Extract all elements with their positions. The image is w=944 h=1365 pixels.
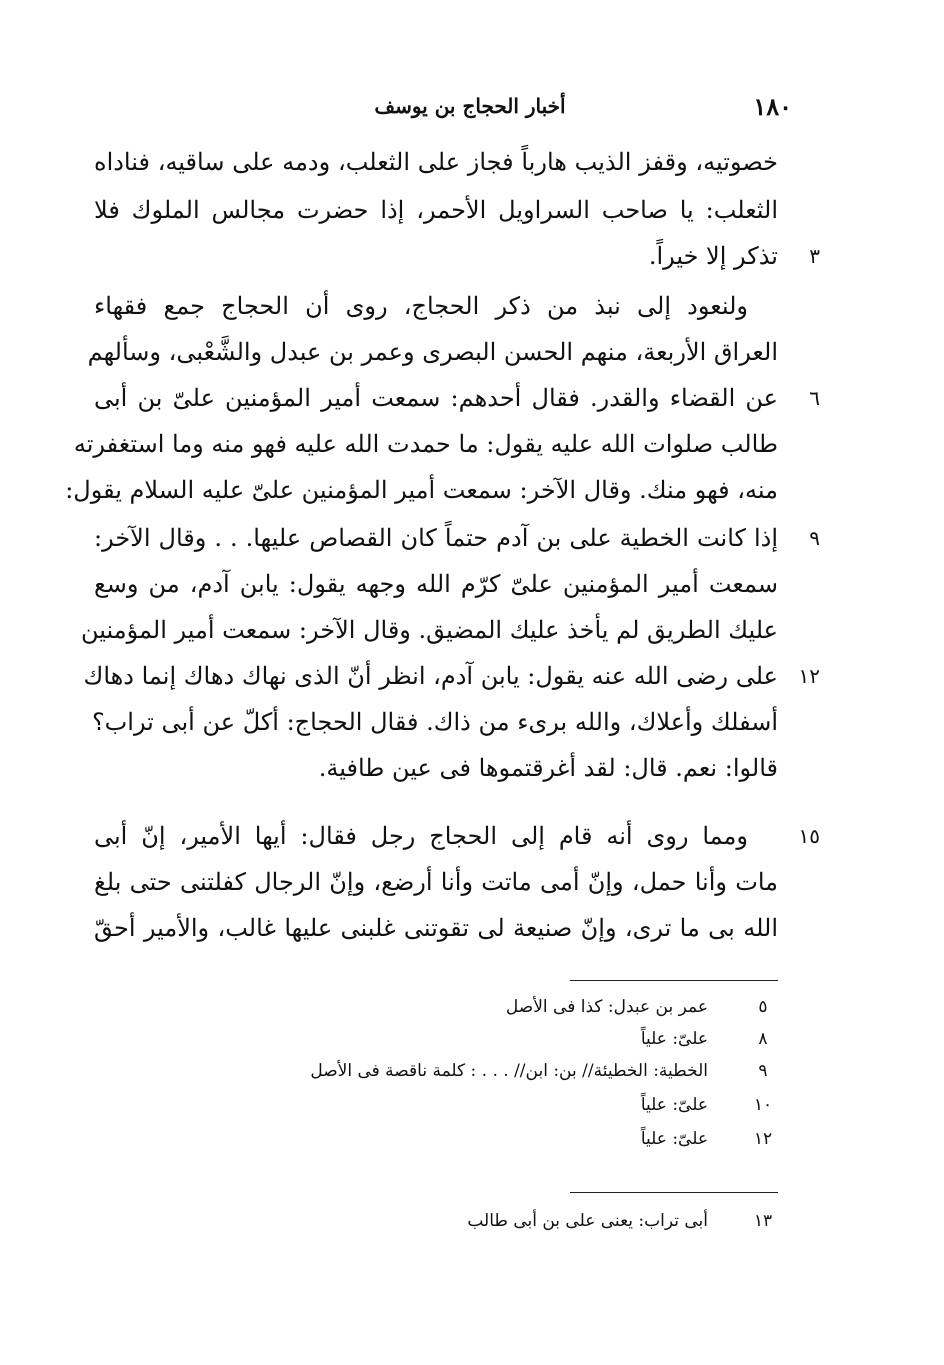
footnote-separator xyxy=(570,980,778,981)
text-line: طالب صلوات الله عليه يقول: ما حمدت الله عليه فهو منه وما استغفرته xyxy=(73,430,778,458)
footnote-text: علىّ: علياً xyxy=(640,1029,708,1049)
footnote-number: ٩ xyxy=(758,1061,768,1081)
text-line: خصوتيه، وقفز الذيب هارباً فجاز على الثعلب، ودمه على ساقيه، فناداه xyxy=(94,148,778,176)
running-title: أخبار الحجاج بن يوسف xyxy=(374,94,566,118)
line-number: ١٥ xyxy=(798,824,820,848)
footnote-text: عمر بن عبدل: كذا فى الأصل xyxy=(505,997,708,1017)
footnote xyxy=(200,1090,780,1120)
text-line: إذا كانت الخطية على بن آدم حتماً كان القصاص عليها. . . وقال الآخر: xyxy=(94,524,778,552)
text-line: الثعلب: يا صاحب السراويل الأحمر، إذا حضرت مجالس الملوك فلا xyxy=(94,196,778,224)
line-number: ٩ xyxy=(809,526,820,550)
footnote-number: ١٠ xyxy=(753,1095,773,1115)
text-line: عن القضاء والقدر. فقال أحدهم: سمعت أمير المؤمنين علىّ بن أبى xyxy=(94,384,778,412)
text-line: قالوا: نعم. قال: لقد أغرقتموها فى عين طافية. xyxy=(318,754,778,782)
footnote-separator-2 xyxy=(570,1192,778,1193)
line-number: ١٢ xyxy=(798,664,820,688)
text-line: سمعت أمير المؤمنين علىّ كرّم الله وجهه يقول: يابن آدم، من وسع xyxy=(94,570,778,598)
text-line: مات وأنا حمل، وإنّ أمى ماتت وأنا أرضع، وإنّ الرجال كفلتنى حتى بلغ xyxy=(94,868,778,896)
footnote-number: ٥ xyxy=(758,997,768,1017)
footnote xyxy=(200,1056,780,1086)
line-number: ٣ xyxy=(809,244,820,268)
text-line: عليك الطريق لم يأخذ عليك المضيق. وقال الآخر: سمعت أمير المؤمنين xyxy=(81,616,778,644)
page-header xyxy=(120,92,792,126)
footnote xyxy=(200,1124,780,1154)
footnote-number: ١٢ xyxy=(753,1129,773,1149)
line-number: ٦ xyxy=(809,386,820,410)
text-line: ومما روى أنه قام إلى الحجاج رجل فقال: أيها الأمير، إنّ أبى xyxy=(94,822,748,850)
text-line: تذكر إلا خيراً. xyxy=(648,242,778,270)
footnote xyxy=(200,1024,780,1054)
footnote-text: علىّ: علياً xyxy=(640,1129,708,1149)
text-line: ولنعود إلى نبذ من ذكر الحجاج، روى أن الحجاج جمع فقهاء xyxy=(94,292,748,320)
footnote xyxy=(200,1206,780,1236)
footnote-text: الخطية: الخطيئة// بن: ابن// . . . : كلمة ناقصة فى الأصل xyxy=(310,1061,708,1081)
footnote-text: علىّ: علياً xyxy=(640,1095,708,1115)
page-number: ١٨٠ xyxy=(753,92,792,121)
text-line: منه، فهو منك. وقال الآخر: سمعت أمير المؤمنين علىّ عليه السلام يقول: xyxy=(65,476,778,504)
text-line: على رضى الله عنه يقول: يابن آدم، انظر أنّ الذى نهاك دهاك إنما دهاك xyxy=(83,662,778,690)
footnote-text: أبى تراب: يعنى على بن أبى طالب xyxy=(467,1211,708,1231)
text-line: الله بى ما ترى، وإنّ صنيعة لى تقوتنى غلبنى عليها غالب، والأمير أحقّ xyxy=(94,914,778,942)
text-line: أسفلك وأعلاك، والله برىء من ذاك. فقال الحجاج: أكلّ عن أبى تراب؟ xyxy=(91,708,778,736)
footnote-number: ١٣ xyxy=(753,1211,773,1231)
footnote-number: ٨ xyxy=(758,1029,768,1049)
footnote xyxy=(200,992,780,1022)
text-line: العراق الأربعة، منهم الحسن البصرى وعمر بن عبدل والشَّعْبى، وسألهم xyxy=(87,338,778,366)
